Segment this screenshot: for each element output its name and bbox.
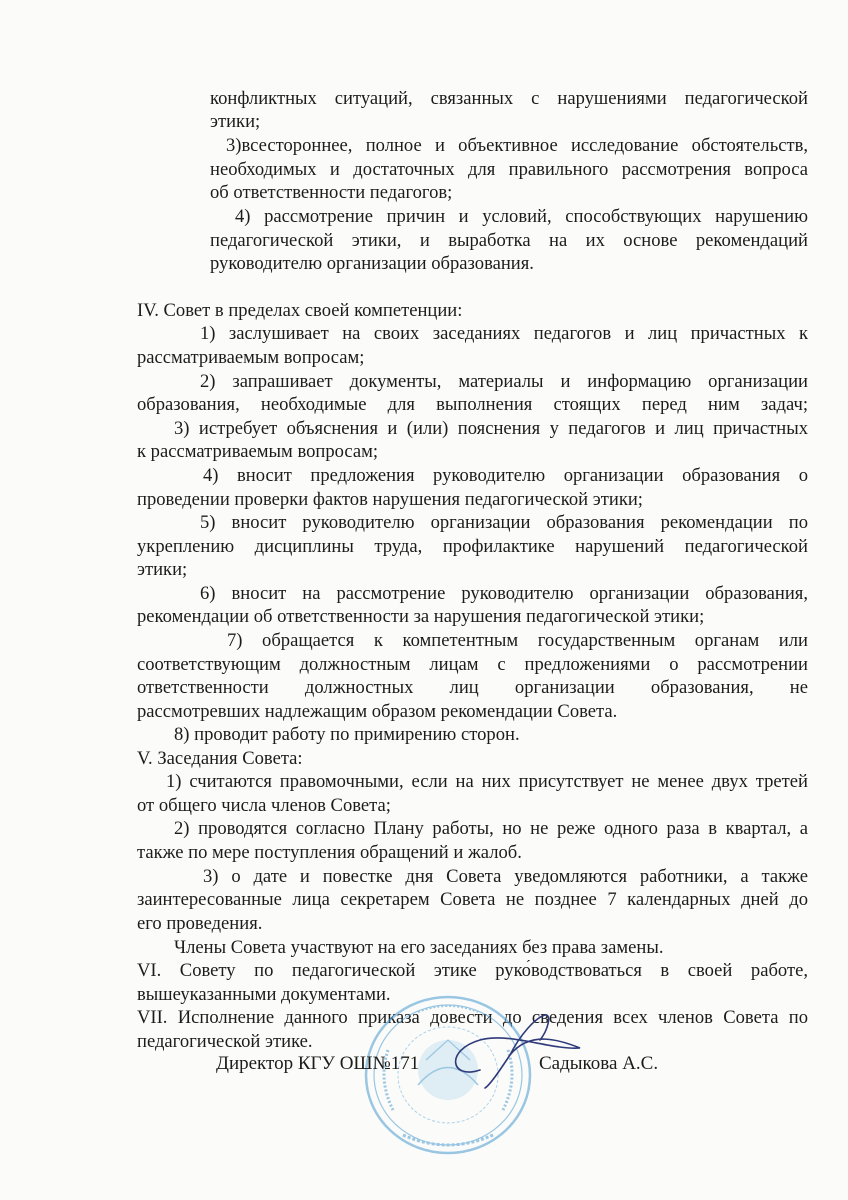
list-item-2: 2) проводятся согласно Плану работы, но не реже одного раза в квартал, а — [174, 818, 808, 839]
list-item-8: 8) проводит работу по примирению сторон. — [174, 724, 520, 745]
list-item-3: 3) о дате и повестке дня Совета уведомляются работники, а также — [203, 866, 808, 887]
section-vii: VII. Исполнение данного приказа довести до сведения всех членов Совета по — [137, 1007, 808, 1028]
list-item-1: 1) заслушивает на своих заседаниях педагогов и лиц причастных к — [200, 323, 808, 344]
paragraph-line: укреплению дисциплины труда, профилактике нарушений педагогической — [137, 536, 808, 557]
paragraph-line: рекомендации об ответственности за нарушения педагогической этики; — [137, 606, 705, 627]
list-item-3: 3)всестороннее, полное и объективное исследование обстоятельств, — [226, 135, 808, 156]
section-heading-v: V. Заседания Совета: — [137, 748, 303, 769]
paragraph-line: заинтересованные лица секретарем Совета не позднее 7 календарных дней до — [137, 889, 808, 910]
paragraph-line: этики; — [137, 559, 188, 580]
paragraph-line: от общего числа членов Совета; — [137, 795, 391, 816]
list-item-5: 5) вносит руководителю организации образования рекомендации по — [200, 512, 808, 533]
paragraph-line: ответственности должностных лиц организации образования, не — [137, 677, 808, 698]
paragraph-line: рассмотревших надлежащим образом рекомендации Совета. — [137, 701, 618, 722]
paragraph-line: вышеуказанными документами. — [137, 984, 391, 1005]
paragraph-line: рассматриваемым вопросам; — [137, 347, 365, 368]
paragraph-line: об ответственности педагогов; — [210, 182, 453, 203]
paragraph-line: также по мере поступления обращений и жалоб. — [137, 842, 522, 863]
paragraph-line: педагогической этике. — [137, 1031, 313, 1052]
paragraph-line: соответствующим должностным лицам с предложениями о рассмотрении — [137, 654, 808, 675]
paragraph-line: руководителю организации образования. — [210, 253, 534, 274]
paragraph-line: к рассматриваемым вопросам; — [137, 441, 379, 462]
paragraph-line: необходимых и достаточных для правильного рассмотрения вопроса — [210, 159, 808, 180]
director-position: Директор КГУ ОШ№171 — [216, 1053, 420, 1074]
list-item-4: 4) рассмотрение причин и условий, способствующих нарушению — [235, 206, 808, 227]
members-note: Члены Совета участвуют на его заседаниях без права замены. — [174, 937, 664, 958]
paragraph-line: конфликтных ситуаций, связанных с нарушениями педагогической — [210, 88, 808, 109]
paragraph-line: этики; — [210, 111, 261, 132]
paragraph-line: образования, необходимые для выполнения стоящих перед ним задач; — [137, 394, 808, 415]
section-vi: VI. Совету по педагогической этике руко́водствоваться в своей работе, — [137, 960, 808, 981]
paragraph-line: педагогической этики, и выработка на их основе рекомендаций — [210, 230, 808, 251]
list-item-3: 3) истребует объяснения и (или) пояснения у педагогов и лиц причастных — [174, 418, 808, 439]
list-item-6: 6) вносит на рассмотрение руководителю организации образования, — [200, 583, 808, 604]
list-item-2: 2) запрашивает документы, материалы и информацию организации — [200, 371, 808, 392]
list-item-7: 7) обращается к компетентным государственным органам или — [227, 630, 808, 651]
list-item-4: 4) вносит предложения руководителю организации образования о — [203, 465, 808, 486]
director-name: Садыкова А.С. — [539, 1053, 659, 1074]
section-heading-iv: IV. Совет в пределах своей компетенции: — [137, 300, 463, 321]
paragraph-line: его проведения. — [137, 913, 263, 934]
handwritten-signature — [440, 1010, 590, 1090]
list-item-1: 1) считаются правомочными, если на них присутствует не менее двух третей — [166, 771, 808, 792]
paragraph-line: проведении проверки фактов нарушения педагогической этики; — [137, 489, 643, 510]
